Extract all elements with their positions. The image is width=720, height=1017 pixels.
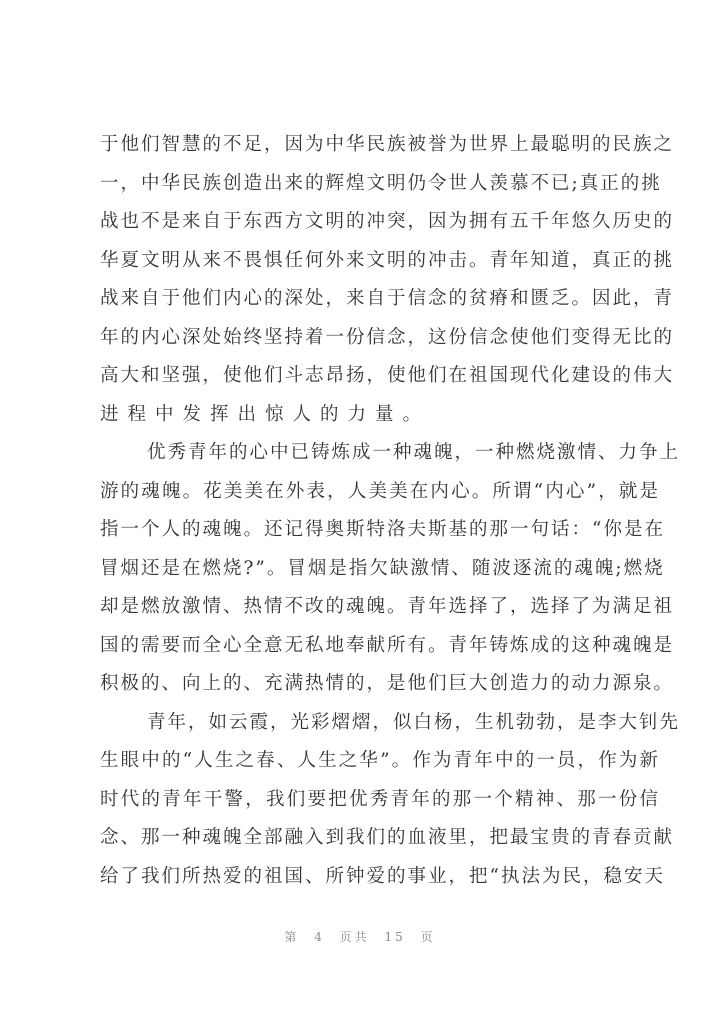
text-line: 游的魂魄。花美美在外表，人美美在内心。所谓“内心”，就是: [100, 480, 660, 502]
text-line: 华夏文明从来不畏惧任何外来文明的冲击。青年知道，真正的挑: [100, 249, 675, 271]
text-line: 一，中华民族创造出来的辉煌文明仍令世人羡慕不已;真正的挑: [100, 172, 662, 194]
paragraph: [100, 704, 681, 897]
text-line: 年的内心深处始终坚持着一份信念，这份信念使他们变得无比的: [100, 326, 675, 348]
text-line: 指一个人的魂魄。还记得奥斯特洛夫斯基的那一句话：“你是在: [100, 519, 665, 540]
text-line: 积极的、向上的、充满热情的，是他们巨大创造力的动力源泉。: [100, 673, 675, 694]
text-line: 青年，如云霞，光彩熠熠，似白杨，生机勃勃，是李大钊先: [147, 711, 681, 733]
text-line: 念、那一种魂魄全部融入到我们的血液里，把最宝贵的青春贡献: [100, 827, 675, 848]
page-number-footer: 第 4 页共 15 页: [284, 930, 436, 944]
text-line: 给了我们所热爱的祖国、所钟爱的事业，把“执法为民，稳安天: [100, 865, 665, 887]
paragraph: [100, 126, 675, 434]
paragraph: [100, 434, 681, 704]
text-line: 冒烟还是在燃烧?”。冒烟是指欠缺激情、随波逐流的魂魄;燃烧: [100, 557, 665, 579]
text-line: 生眼中的“人生之春、人生之华”。作为青年中的一员，作为新: [100, 750, 660, 771]
text-line: 优秀青年的心中已铸炼成一种魂魄，一种燃烧激情、力争上: [147, 442, 681, 463]
text-line: 却是燃放激情、热情不改的魂魄。青年选择了，选择了为满足祖: [100, 596, 675, 617]
text-line: 战来自于他们内心的深处，来自于信念的贫瘠和匮乏。因此，青: [100, 288, 675, 309]
text-line: 进程中发挥出惊人的力量。: [100, 403, 431, 425]
text-line: 于他们智慧的不足，因为中华民族被誉为世界上最聪明的民族之: [100, 134, 675, 155]
text-line: 国的需要而全心全意无私地奉献所有。青年铸炼成的这种魂魄是: [100, 634, 675, 656]
text-line: 高大和坚强，使他们斗志昂扬，使他们在祖国现代化建设的伟大: [100, 365, 675, 386]
text-line: 时代的青年干警，我们要把优秀青年的那一个精神、那一份信: [100, 788, 660, 810]
document-body: [100, 126, 681, 896]
text-line: 战也不是来自于东西方文明的冲突，因为拥有五千年悠久历史的: [100, 211, 675, 232]
